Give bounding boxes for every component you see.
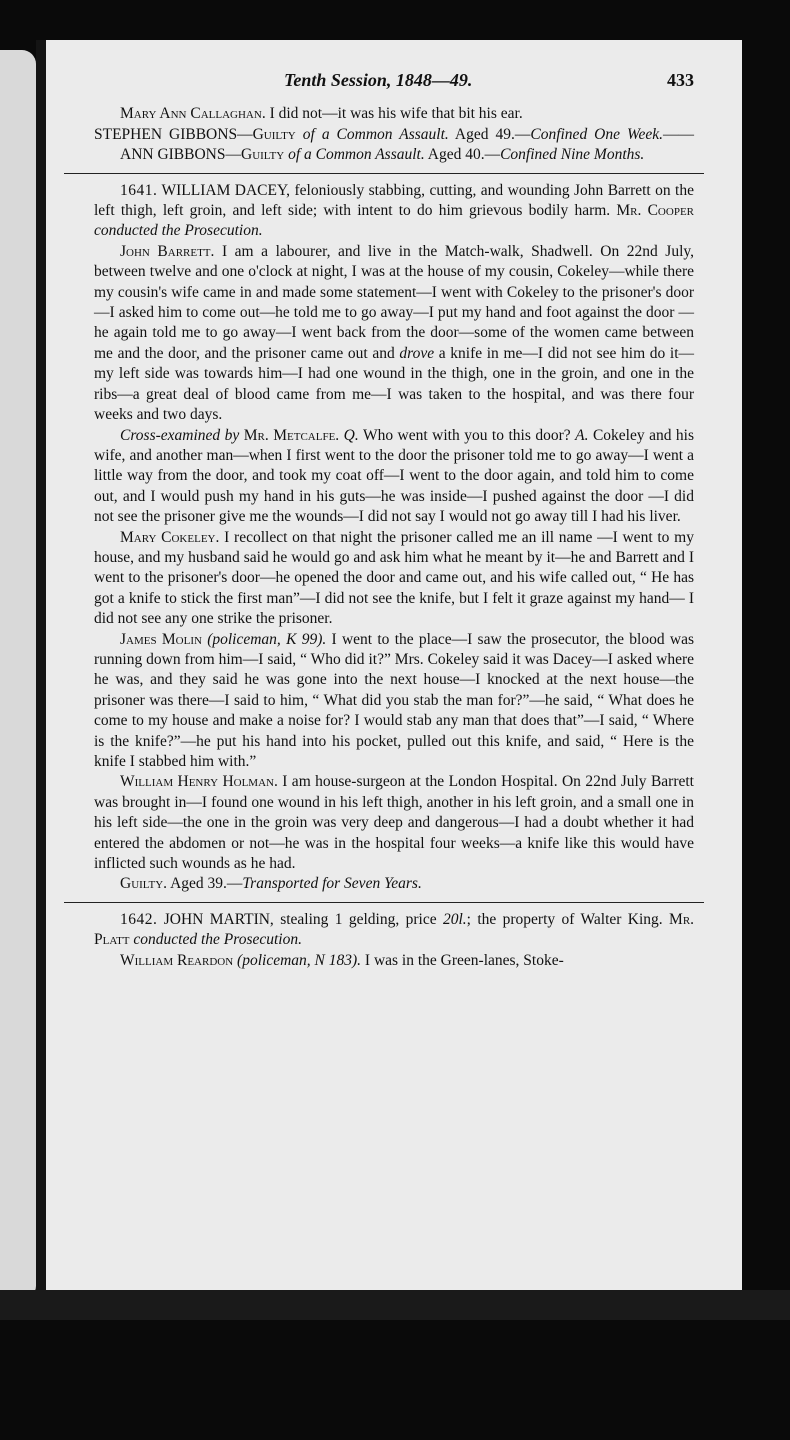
cross-examination: Cross-examined by Mr. Metcalfe. Q. Who went with you to this door? A. Cokeley and his wife, and another man—when I first went to the door the prisoner told me to go away—I went a little way from the door, and took my coat off—I went to the door again, and told him to come out, and I would push my hand in his guts—he was inside—I pushed against the door —I did not see the prisoner give me the wounds—I did not say I would not go away till I had his liver. (94, 426, 695, 526)
testimony-william-reardon: William Reardon (policeman, N 183). I was in the Green-lanes, Stoke- (120, 951, 564, 969)
testimony-john-barrett: John Barrett. I am a labourer, and live in the Match-walk, Shadwell. On 22nd July, between twelve and one o'clock at night, I was at the house of my cousin, Cokeley—while there my cousin's wife came in and made some statement—I went with Cokeley to the prisoner's door—I asked him to come out—he told me to go away—I put my hand and foot against the door —he again told me to go away—I went back from the door—some of the women came between me and the door, and the prisoner came out and drove a knife in me—I did not see him do it—my left side was towards him—I had one wound in the thigh, one in the groin, and one in the ribs—a great deal of blood came from me—I was taken to the hospital, and was there four weeks and two days. (94, 242, 695, 424)
case-1641-verdict: Guilty. Aged 39.—Transported for Seven Years. (120, 875, 422, 893)
case-1642-heading: 1642. JOHN MARTIN, stealing 1 gelding, price 20l.; the property of Walter King. Mr. Platt conducted the Prosecution. (94, 910, 695, 949)
testimony-mary-cokeley: Mary Cokeley. I recollect on that night the prisoner called me an ill name —I went to my house, and my husband said he would go and ask him what he meant by it—he and Barrett and I went to the prisoner's door—he opened the door and came out, and his wife called out, “ He has got a knife to stick the first man”—I did not see the knife, but I felt it graze against my hand— I did not see any one strike the prisoner. (94, 528, 694, 628)
section-rule (64, 173, 704, 174)
session-title: Tenth Session, 1848—49. (284, 70, 473, 90)
case-1641-heading: 1641. WILLIAM DACEY, feloniously stabbing, cutting, and wounding John Barrett on the left thigh, left groin, and left side; with intent to do him grievous bodily harm. Mr. Cooper conducted the Prosecution. (94, 181, 694, 240)
binding-shadow (0, 1290, 790, 1320)
testimony-william-henry-holman: William Henry Holman. I am house-surgeon at the London Hospital. On 22nd July Barrett was brought in—I found one wound in his left thigh, another in his left groin, and a small one in his left side—the one in the groin was very deep and dangerous—I had a doubt whether it had entered the abdomen or not—he was in the hospital four weeks—a knife like this would have inflicted such wounds as he had. (94, 773, 694, 873)
page-number: 433 (667, 70, 694, 90)
testimony-james-molin: James Molin (policeman, K 99). I went to the place—I saw the prosecutor, the blood was running down from him—I said, “ Who did it?” Mrs. Cokeley said it was Dacey—I asked where he was, and they said he was gone into the next house—I knocked at the next house—the prisoner was there—I said to him, “ What did you stab the man for?”—he said, “ What does he come to my house and make a noise for? I would stab any man that does that”—I said, “ Where is the knife?”—he put his hand into his pocket, pulled out this knife, and said, “ Here is the knife I stabbed him with.” (94, 630, 694, 770)
prev-case-verdict: STEPHEN GIBBONS—Guilty of a Common Assault. Aged 49.—Confined One Week.——ANN GIBBONS—Guilty of a Common Assault. Aged 40.—Confined Nine Months. (94, 125, 694, 164)
facing-page-edge (0, 50, 36, 1300)
page-content (94, 70, 694, 971)
section-rule (64, 902, 704, 903)
running-header (94, 70, 694, 90)
prev-case-testimony: Mary Ann Callaghan. I did not—it was his wife that bit his ear. (120, 105, 523, 123)
book-page (36, 40, 742, 1295)
